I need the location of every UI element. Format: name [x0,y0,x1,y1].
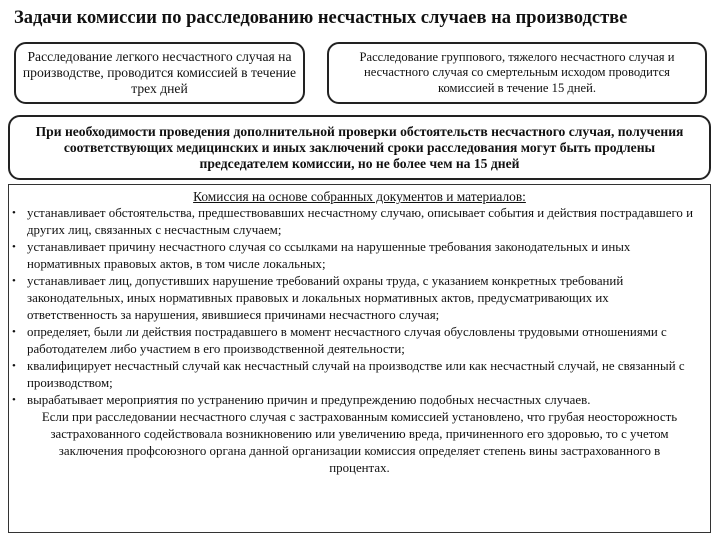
commission-duties-panel [8,184,711,533]
duty-text: устанавливает лиц, допустивших нарушение требований охраны труда, с указанием конкретных требований законодательных, иных нормативных правовых и локальных нормативных актов, предусматривающих их ответственность за нарушения, явившиеся причинами несчастного случая; [27,274,624,322]
list-item [9,324,710,358]
severe-accident-box [327,42,707,104]
page-title: Задачи комиссии по расследованию несчастных случаев на производстве [14,8,628,28]
severe-accident-text: Расследование группового, тяжелого несчастного случая и несчастного случая со смертельным исходом проводится комиссией в течение 15 дней. [359,49,675,95]
list-item [9,239,710,273]
list-item [9,273,710,324]
bullet-icon: • [12,394,16,406]
bullet-icon: • [12,275,16,287]
extension-text: При необходимости проведения дополнительной проверки обстоятельств несчастного случая, получения соответствующих медицинских и иных заключений сроки расследования могут быть продлены председателем комиссии, но не более чем на 15 дней [35,123,684,171]
bullet-icon: • [12,326,16,338]
bullet-icon: • [12,207,16,219]
duties-heading: Комиссия на основе собранных документов и материалов: [193,189,526,204]
list-item [9,358,710,392]
bullet-icon: • [12,360,16,372]
list-item [9,392,710,409]
bullet-icon: • [12,241,16,253]
list-item [9,205,710,239]
light-accident-box [14,42,305,104]
duty-text: определяет, были ли действия пострадавшего в момент несчастного случая обусловлены трудовыми отношениями с работодателем либо участием в его производственной деятельности; [27,325,667,356]
duty-text: устанавливает причину несчастного случая со ссылками на нарушенные требования законодательных и иных нормативных правовых актов, в том числе локальных; [27,240,631,271]
insured-guilt-note: Если при расследовании несчастного случая с застрахованным комиссией установлено, что грубая неосторожность застрахованного содействовала возникновению или увеличению вреда, причиненного его здоровью, то с учетом заключения профсоюзного органа данной организации комиссия определяет степень вины застрахованного в процентах. [41,410,678,475]
duty-text: вырабатывает мероприятия по устранению причин и предупреждению подобных несчастных случаев. [27,393,591,407]
duty-text: устанавливает обстоятельства, предшествовавших несчастному случаю, описывает события и действия пострадавшего и других лиц, связанных с несчастным случаем; [27,206,693,237]
duties-list [9,205,710,409]
light-accident-text: Расследование легкого несчастного случая на производстве, проводится комиссией в течение трех дней [22,49,297,96]
duty-text: квалифицирует несчастный случай как несчастный случай на производстве или как несчастный случай, не связанный с производством; [27,359,685,390]
extension-box [8,115,711,180]
